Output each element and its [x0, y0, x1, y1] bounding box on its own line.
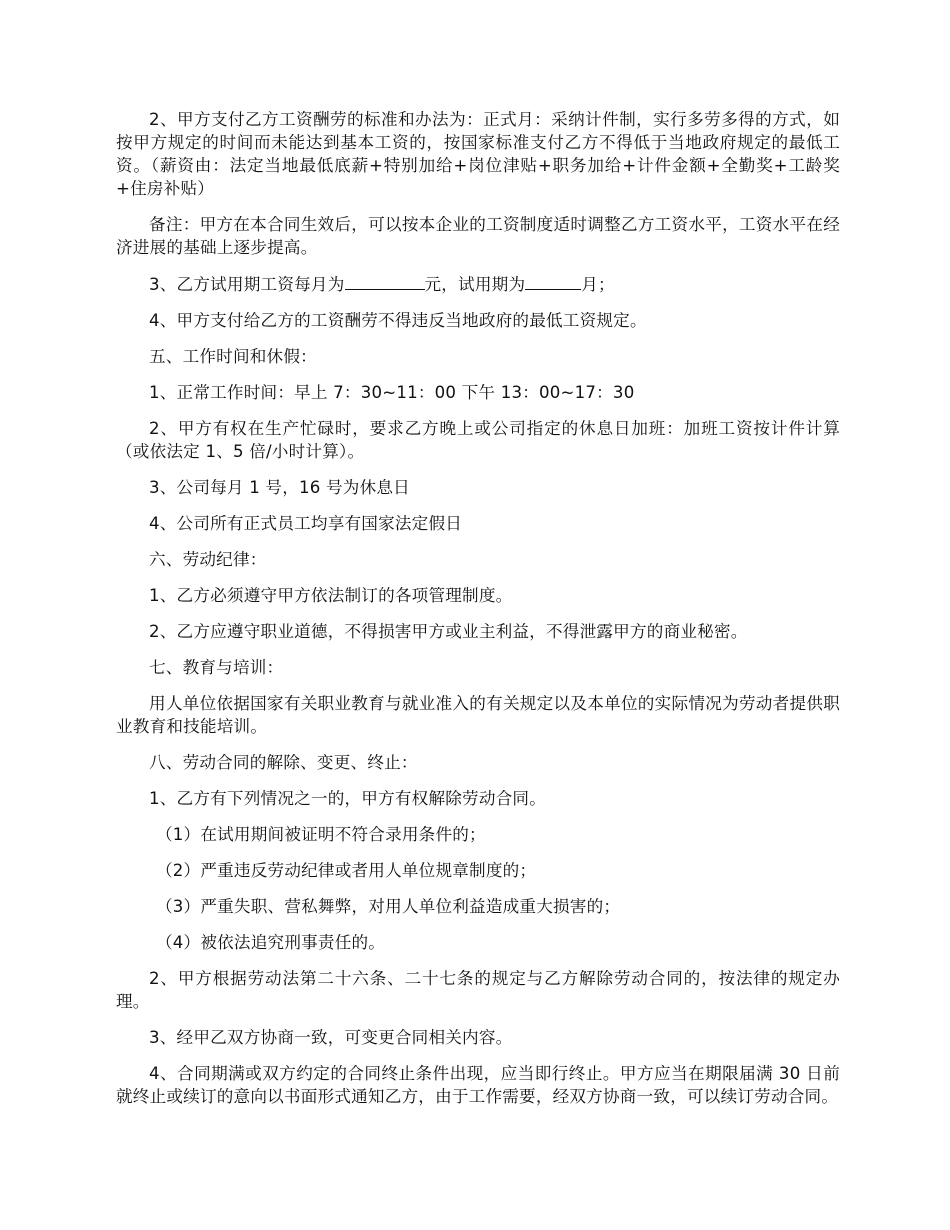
paragraph-probation [116, 272, 840, 296]
paragraph-rules: 1、乙方必须遵守甲方依法制订的各项管理制度。 [149, 586, 513, 605]
probation-text-2: 元，试用期为 [424, 275, 526, 294]
section-heading-training: 七、教育与培训： [149, 658, 284, 677]
paragraph-training: 用人单位依据国家有关职业教育与就业准入的有关规定以及本单位的实际情况为劳动者提供职业教育和技能培训。 [116, 694, 840, 736]
paragraph-amendment: 3、经甲乙双方协商一致，可变更合同相关内容。 [149, 1028, 513, 1047]
paragraph-overtime: 2、甲方有权在生产忙碌时，要求乙方晚上或公司指定的休息日加班：加班工资按计件计算（或依法定 1、5 倍/小时计算）。 [116, 419, 840, 461]
paragraph-termination-conditions: 1、乙方有下列情况之一的，甲方有权解除劳动合同。 [149, 789, 547, 808]
paragraph-min-wage: 4、甲方支付给乙方的工资酬劳不得违反当地政府的最低工资规定。 [149, 311, 647, 330]
section-heading-discipline: 六、劳动纪律： [149, 550, 267, 569]
paragraph-rest-days: 3、公司每月 1 号，16 号为休息日 [149, 478, 410, 497]
list-item: （1）在试用期间被证明不符合录用条件的； [156, 825, 486, 844]
list-item: （4）被依法追究刑事责任的。 [156, 933, 386, 952]
probation-period-blank [525, 272, 581, 290]
list-item: （3）严重失职、营私舞弊，对用人单位利益造成重大损害的； [156, 897, 621, 916]
probation-text-1: 3、乙方试用期工资每月为 [149, 275, 345, 294]
list-item: （2）严重违反劳动纪律或者用人单位规章制度的； [156, 861, 537, 880]
paragraph-normal-hours: 1、正常工作时间：早上 7：30~11：00 下午 13：00~17：30 [149, 383, 635, 402]
probation-text-3: 月； [581, 275, 615, 294]
paragraph-note: 备注：甲方在本合同生效后，可以按本企业的工资制度适时调整乙方工资水平，工资水平在经济进展的基础上逐步提高。 [116, 215, 840, 257]
paragraph-expiry: 4、合同期满或双方约定的合同终止条件出现，应当即行终止。甲方应当在期限届满 30 日前就终止或续订的意向以书面形式通知乙方，由于工作需要，经双方协商一致，可以续订劳动合同。 [116, 1064, 840, 1106]
paragraph-labor-law: 2、甲方根据劳动法第二十六条、二十七条的规定与乙方解除劳动合同的，按法律的规定办理。 [116, 969, 840, 1011]
paragraph-wage-standard: 2、甲方支付乙方工资酬劳的标准和办法为：正式月：采纳计件制，实行多劳多得的方式，如按甲方规定的时间而未能达到基本工资的，按国家标准支付乙方不得低于当地政府规定的最低工资。（薪资由：法定当地最低底薪+特别加给+岗位津贴+职务加给+计件金额+全勤奖+工龄奖+住房补贴） [116, 110, 840, 198]
probation-wage-blank [345, 272, 425, 290]
paragraph-holidays: 4、公司所有正式员工均享有国家法定假日 [149, 514, 463, 533]
paragraph-ethics: 2、乙方应遵守职业道德，不得损害甲方或业主利益，不得泄露甲方的商业秘密。 [149, 622, 748, 641]
section-heading-work-time: 五、工作时间和休假： [149, 347, 317, 366]
section-heading-termination: 八、劳动合同的解除、变更、终止： [149, 753, 418, 772]
